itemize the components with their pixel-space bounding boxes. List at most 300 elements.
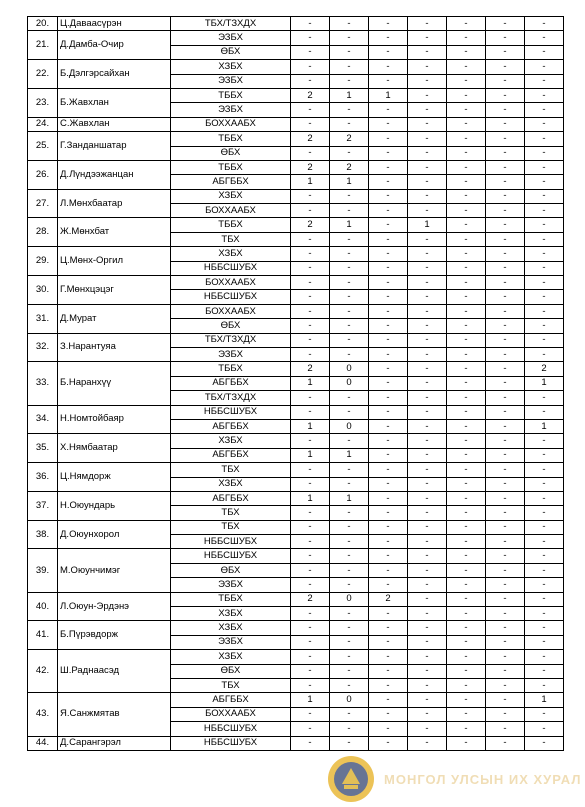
- committee-cell: АБГББХ: [171, 419, 291, 433]
- value-cell: -: [369, 31, 408, 45]
- value-cell: -: [486, 722, 525, 736]
- value-cell: -: [447, 189, 486, 203]
- value-cell: -: [408, 88, 447, 102]
- value-cell: -: [525, 678, 564, 692]
- committee-cell: БОХХААБХ: [171, 304, 291, 318]
- row-number: 30.: [28, 276, 58, 305]
- value-cell: -: [330, 232, 369, 246]
- row-number: 35.: [28, 434, 58, 463]
- member-name: Д.Сарангэрэл: [58, 736, 171, 750]
- table-row: [28, 276, 564, 290]
- value-cell: -: [525, 45, 564, 59]
- value-cell: -: [330, 391, 369, 405]
- value-cell: -: [408, 247, 447, 261]
- value-cell: -: [291, 103, 330, 117]
- table-row: [28, 693, 564, 707]
- value-cell: -: [447, 434, 486, 448]
- value-cell: -: [330, 434, 369, 448]
- value-cell: -: [447, 477, 486, 491]
- committee-cell: ХЗБХ: [171, 60, 291, 74]
- value-cell: -: [330, 347, 369, 361]
- value-cell: -: [447, 347, 486, 361]
- row-number: 27.: [28, 189, 58, 218]
- value-cell: -: [291, 722, 330, 736]
- value-cell: -: [408, 520, 447, 534]
- committee-cell: ЭЗБХ: [171, 103, 291, 117]
- table-row: [28, 218, 564, 232]
- value-cell: -: [486, 520, 525, 534]
- value-cell: -: [447, 232, 486, 246]
- value-cell: -: [525, 535, 564, 549]
- value-cell: -: [330, 261, 369, 275]
- table-row: [28, 621, 564, 635]
- value-cell: -: [369, 419, 408, 433]
- value-cell: -: [369, 132, 408, 146]
- value-cell: -: [369, 74, 408, 88]
- value-cell: -: [525, 391, 564, 405]
- value-cell: -: [486, 563, 525, 577]
- committee-cell: ТББХ: [171, 160, 291, 174]
- value-cell: -: [408, 362, 447, 376]
- value-cell: -: [525, 204, 564, 218]
- value-cell: -: [369, 232, 408, 246]
- committee-cell: ТБХ/ТЗХДХ: [171, 17, 291, 31]
- committee-cell: ӨБХ: [171, 664, 291, 678]
- value-cell: -: [408, 376, 447, 390]
- value-cell: -: [447, 31, 486, 45]
- value-cell: -: [525, 621, 564, 635]
- value-cell: -: [486, 175, 525, 189]
- value-cell: -: [486, 103, 525, 117]
- value-cell: -: [408, 276, 447, 290]
- value-cell: -: [525, 103, 564, 117]
- value-cell: -: [486, 391, 525, 405]
- committee-cell: ТББХ: [171, 132, 291, 146]
- value-cell: -: [330, 621, 369, 635]
- committee-cell: ТББХ: [171, 362, 291, 376]
- value-cell: -: [330, 276, 369, 290]
- committee-cell: ХЗБХ: [171, 607, 291, 621]
- value-cell: -: [447, 391, 486, 405]
- value-cell: -: [408, 578, 447, 592]
- value-cell: -: [330, 463, 369, 477]
- value-cell: -: [525, 650, 564, 664]
- value-cell: -: [369, 17, 408, 31]
- value-cell: -: [525, 520, 564, 534]
- value-cell: -: [486, 405, 525, 419]
- value-cell: -: [291, 650, 330, 664]
- committee-cell: АБГББХ: [171, 448, 291, 462]
- value-cell: -: [408, 204, 447, 218]
- value-cell: -: [369, 722, 408, 736]
- member-name: Ц.Нямдорж: [58, 463, 171, 492]
- value-cell: 2: [291, 132, 330, 146]
- value-cell: -: [447, 247, 486, 261]
- value-cell: -: [369, 520, 408, 534]
- committee-cell: НББСШУБХ: [171, 290, 291, 304]
- committee-cell: АБГББХ: [171, 175, 291, 189]
- value-cell: -: [408, 391, 447, 405]
- value-cell: 2: [291, 592, 330, 606]
- value-cell: -: [330, 247, 369, 261]
- value-cell: -: [447, 88, 486, 102]
- value-cell: -: [291, 290, 330, 304]
- table-row: [28, 491, 564, 505]
- attendance-table: [27, 16, 564, 751]
- value-cell: -: [447, 592, 486, 606]
- value-cell: -: [525, 232, 564, 246]
- member-name: С.Жавхлан: [58, 117, 171, 131]
- committee-cell: ТБХ/ТЗХДХ: [171, 391, 291, 405]
- value-cell: -: [486, 693, 525, 707]
- value-cell: -: [447, 103, 486, 117]
- committee-cell: ТББХ: [171, 88, 291, 102]
- value-cell: 1: [330, 88, 369, 102]
- value-cell: -: [525, 117, 564, 131]
- value-cell: 2: [330, 132, 369, 146]
- value-cell: -: [408, 621, 447, 635]
- value-cell: -: [447, 261, 486, 275]
- value-cell: -: [408, 160, 447, 174]
- value-cell: -: [369, 175, 408, 189]
- value-cell: -: [525, 132, 564, 146]
- value-cell: -: [408, 60, 447, 74]
- value-cell: -: [291, 635, 330, 649]
- member-name: Ц.Даваасүрэн: [58, 17, 171, 31]
- value-cell: -: [408, 535, 447, 549]
- value-cell: -: [369, 117, 408, 131]
- value-cell: -: [330, 563, 369, 577]
- value-cell: -: [369, 290, 408, 304]
- value-cell: -: [447, 146, 486, 160]
- value-cell: -: [408, 103, 447, 117]
- value-cell: -: [291, 463, 330, 477]
- value-cell: -: [447, 491, 486, 505]
- value-cell: -: [447, 60, 486, 74]
- value-cell: -: [525, 463, 564, 477]
- value-cell: -: [330, 17, 369, 31]
- committee-cell: ТБХ: [171, 678, 291, 692]
- value-cell: 2: [330, 160, 369, 174]
- value-cell: -: [525, 635, 564, 649]
- value-cell: -: [408, 693, 447, 707]
- value-cell: -: [330, 722, 369, 736]
- value-cell: -: [408, 635, 447, 649]
- value-cell: -: [525, 477, 564, 491]
- value-cell: 0: [330, 419, 369, 433]
- value-cell: -: [525, 88, 564, 102]
- row-number: 34.: [28, 405, 58, 434]
- value-cell: -: [525, 405, 564, 419]
- row-number: 41.: [28, 621, 58, 650]
- value-cell: -: [291, 678, 330, 692]
- value-cell: -: [330, 520, 369, 534]
- value-cell: -: [369, 405, 408, 419]
- value-cell: -: [486, 535, 525, 549]
- committee-cell: БОХХААБХ: [171, 276, 291, 290]
- value-cell: -: [330, 578, 369, 592]
- value-cell: -: [486, 60, 525, 74]
- committee-cell: ХЗБХ: [171, 650, 291, 664]
- value-cell: -: [447, 563, 486, 577]
- table-row: [28, 520, 564, 534]
- value-cell: -: [525, 17, 564, 31]
- value-cell: 1: [291, 175, 330, 189]
- value-cell: -: [291, 17, 330, 31]
- value-cell: -: [447, 549, 486, 563]
- value-cell: -: [408, 405, 447, 419]
- value-cell: 0: [330, 376, 369, 390]
- row-number: 33.: [28, 362, 58, 405]
- value-cell: -: [408, 333, 447, 347]
- value-cell: -: [408, 17, 447, 31]
- value-cell: -: [369, 45, 408, 59]
- value-cell: -: [486, 707, 525, 721]
- value-cell: -: [369, 103, 408, 117]
- value-cell: -: [486, 333, 525, 347]
- value-cell: -: [486, 678, 525, 692]
- value-cell: 1: [291, 448, 330, 462]
- row-number: 42.: [28, 650, 58, 693]
- value-cell: -: [330, 31, 369, 45]
- value-cell: -: [447, 419, 486, 433]
- member-name: Г.Мөнхцэцэг: [58, 276, 171, 305]
- committee-cell: НББСШУБХ: [171, 261, 291, 275]
- value-cell: -: [486, 189, 525, 203]
- value-cell: -: [408, 146, 447, 160]
- value-cell: -: [486, 736, 525, 750]
- value-cell: -: [291, 520, 330, 534]
- value-cell: 1: [525, 419, 564, 433]
- value-cell: -: [330, 103, 369, 117]
- value-cell: -: [486, 132, 525, 146]
- value-cell: -: [525, 448, 564, 462]
- value-cell: 1: [330, 491, 369, 505]
- value-cell: 2: [525, 362, 564, 376]
- table-row: [28, 160, 564, 174]
- row-number: 20.: [28, 17, 58, 31]
- value-cell: -: [330, 60, 369, 74]
- value-cell: -: [369, 621, 408, 635]
- value-cell: -: [447, 376, 486, 390]
- value-cell: 1: [291, 693, 330, 707]
- value-cell: -: [486, 218, 525, 232]
- committee-cell: ХЗБХ: [171, 434, 291, 448]
- value-cell: -: [291, 578, 330, 592]
- committee-cell: ЭЗБХ: [171, 31, 291, 45]
- member-name: З.Нарантуяа: [58, 333, 171, 362]
- value-cell: -: [447, 535, 486, 549]
- row-number: 31.: [28, 304, 58, 333]
- table-row: [28, 549, 564, 563]
- value-cell: -: [291, 549, 330, 563]
- value-cell: -: [369, 362, 408, 376]
- member-name: Б.Жавхлан: [58, 88, 171, 117]
- committee-cell: ТБХ: [171, 463, 291, 477]
- member-name: Г.Занданшатар: [58, 132, 171, 161]
- value-cell: -: [447, 290, 486, 304]
- value-cell: -: [486, 232, 525, 246]
- value-cell: -: [408, 477, 447, 491]
- value-cell: -: [486, 261, 525, 275]
- value-cell: -: [291, 405, 330, 419]
- value-cell: -: [447, 132, 486, 146]
- table-row: [28, 88, 564, 102]
- committee-cell: ЭЗБХ: [171, 347, 291, 361]
- committee-cell: ЭЗБХ: [171, 635, 291, 649]
- value-cell: -: [369, 578, 408, 592]
- value-cell: -: [330, 635, 369, 649]
- value-cell: -: [408, 304, 447, 318]
- member-name: Л.Оюун-Эрдэнэ: [58, 592, 171, 621]
- value-cell: -: [447, 578, 486, 592]
- committee-cell: ЭЗБХ: [171, 578, 291, 592]
- value-cell: -: [486, 117, 525, 131]
- value-cell: -: [291, 189, 330, 203]
- value-cell: -: [486, 650, 525, 664]
- value-cell: -: [291, 391, 330, 405]
- member-name: Д.Оюунхорол: [58, 520, 171, 549]
- value-cell: -: [525, 247, 564, 261]
- value-cell: -: [291, 563, 330, 577]
- value-cell: -: [291, 664, 330, 678]
- committee-cell: НББСШУБХ: [171, 722, 291, 736]
- value-cell: -: [408, 592, 447, 606]
- value-cell: -: [369, 736, 408, 750]
- value-cell: -: [525, 304, 564, 318]
- value-cell: -: [525, 189, 564, 203]
- value-cell: -: [291, 204, 330, 218]
- value-cell: -: [447, 448, 486, 462]
- value-cell: 1: [291, 419, 330, 433]
- value-cell: -: [330, 146, 369, 160]
- value-cell: -: [291, 347, 330, 361]
- value-cell: -: [369, 664, 408, 678]
- committee-cell: ТББХ: [171, 592, 291, 606]
- row-number: 29.: [28, 247, 58, 276]
- value-cell: -: [291, 276, 330, 290]
- value-cell: -: [291, 535, 330, 549]
- table-row: [28, 247, 564, 261]
- value-cell: -: [291, 74, 330, 88]
- value-cell: 2: [369, 592, 408, 606]
- value-cell: -: [525, 563, 564, 577]
- value-cell: -: [486, 607, 525, 621]
- value-cell: -: [330, 535, 369, 549]
- value-cell: -: [486, 463, 525, 477]
- value-cell: -: [330, 477, 369, 491]
- member-name: Д.Лүндээжанцан: [58, 160, 171, 189]
- value-cell: -: [447, 722, 486, 736]
- value-cell: 0: [330, 693, 369, 707]
- value-cell: 1: [525, 376, 564, 390]
- committee-cell: ТБХ: [171, 506, 291, 520]
- table-row: [28, 60, 564, 74]
- value-cell: 1: [369, 88, 408, 102]
- committee-cell: НББСШУБХ: [171, 405, 291, 419]
- committee-cell: АБГББХ: [171, 693, 291, 707]
- committee-cell: БОХХААБХ: [171, 707, 291, 721]
- member-name: Ж.Мөнхбат: [58, 218, 171, 247]
- value-cell: -: [447, 693, 486, 707]
- value-cell: -: [291, 434, 330, 448]
- value-cell: -: [369, 707, 408, 721]
- value-cell: -: [486, 448, 525, 462]
- value-cell: -: [369, 276, 408, 290]
- value-cell: -: [486, 31, 525, 45]
- value-cell: -: [369, 563, 408, 577]
- committee-cell: ТБХ: [171, 520, 291, 534]
- value-cell: -: [408, 132, 447, 146]
- value-cell: -: [525, 707, 564, 721]
- value-cell: 0: [330, 592, 369, 606]
- value-cell: -: [447, 204, 486, 218]
- row-number: 43.: [28, 693, 58, 736]
- value-cell: -: [330, 664, 369, 678]
- value-cell: -: [525, 491, 564, 505]
- value-cell: -: [291, 707, 330, 721]
- value-cell: -: [291, 621, 330, 635]
- value-cell: -: [330, 333, 369, 347]
- table-row: [28, 333, 564, 347]
- table-row: [28, 592, 564, 606]
- value-cell: -: [291, 261, 330, 275]
- table-row: [28, 736, 564, 750]
- value-cell: -: [447, 650, 486, 664]
- member-name: Ш.Раднаасэд: [58, 650, 171, 693]
- value-cell: -: [369, 650, 408, 664]
- value-cell: -: [525, 607, 564, 621]
- value-cell: -: [330, 678, 369, 692]
- value-cell: 2: [291, 362, 330, 376]
- value-cell: -: [447, 117, 486, 131]
- value-cell: -: [408, 707, 447, 721]
- value-cell: -: [291, 607, 330, 621]
- table-row: [28, 650, 564, 664]
- value-cell: -: [369, 635, 408, 649]
- value-cell: -: [525, 722, 564, 736]
- table-row: [28, 304, 564, 318]
- table-row: [28, 189, 564, 203]
- value-cell: -: [447, 607, 486, 621]
- row-number: 25.: [28, 132, 58, 161]
- value-cell: -: [408, 448, 447, 462]
- committee-cell: ТБХ/ТЗХДХ: [171, 333, 291, 347]
- value-cell: -: [525, 578, 564, 592]
- value-cell: -: [291, 506, 330, 520]
- value-cell: -: [291, 146, 330, 160]
- table-row: [28, 17, 564, 31]
- member-name: Н.Номтойбаяр: [58, 405, 171, 434]
- value-cell: -: [330, 707, 369, 721]
- value-cell: -: [330, 650, 369, 664]
- value-cell: -: [408, 722, 447, 736]
- value-cell: -: [408, 31, 447, 45]
- table-row: [28, 362, 564, 376]
- value-cell: -: [408, 678, 447, 692]
- value-cell: -: [369, 247, 408, 261]
- value-cell: -: [330, 405, 369, 419]
- value-cell: -: [408, 506, 447, 520]
- value-cell: -: [525, 434, 564, 448]
- value-cell: -: [291, 232, 330, 246]
- value-cell: -: [408, 347, 447, 361]
- value-cell: 0: [330, 362, 369, 376]
- value-cell: -: [291, 247, 330, 261]
- value-cell: -: [447, 276, 486, 290]
- value-cell: -: [408, 175, 447, 189]
- value-cell: -: [486, 319, 525, 333]
